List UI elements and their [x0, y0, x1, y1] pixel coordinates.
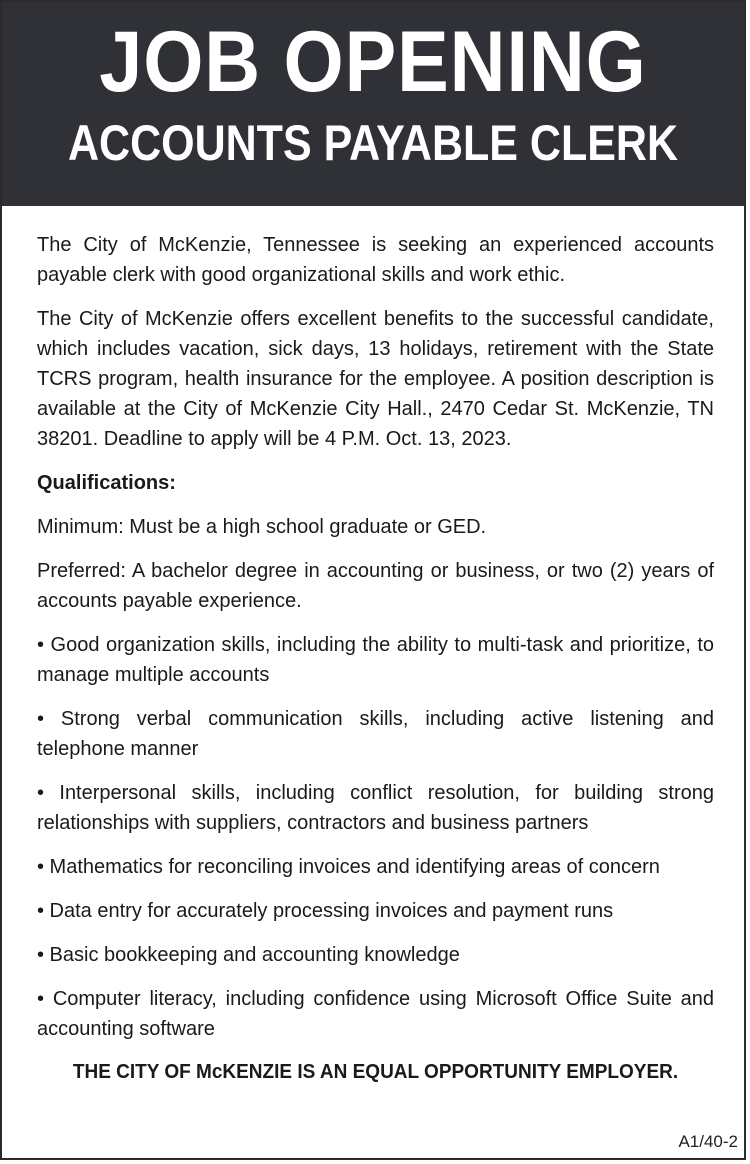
- benefits-paragraph: The City of McKenzie offers excellent benefits to the successful candidate, which includes vacation, sick days, 13 holidays, retirement with the State TCRS program, health insurance for the employee. A position description is available at the City of McKenzie City Hall., 2470 Cedar St. McKenzie, TN 38201. Deadline to apply will be 4 P.M. Oct. 13, 2023.: [37, 308, 714, 450]
- bullet-item: • Good organization skills, including the ability to multi-task and prioritize, to manage multiple accounts: [37, 634, 714, 686]
- bullet-item: • Basic bookkeeping and accounting knowledge: [37, 944, 460, 966]
- intro-paragraph: The City of McKenzie, Tennessee is seeking an experienced accounts payable clerk with good organizational skills and work ethic.: [37, 234, 714, 286]
- bullet-item: • Computer literacy, including confidence using Microsoft Office Suite and accounting software: [37, 988, 714, 1040]
- qualifications-heading: Qualifications:: [37, 472, 176, 494]
- preferred-qualification: Preferred: A bachelor degree in accounting or business, or two (2) years of accounts payable experience.: [37, 560, 714, 612]
- ad-title: JOB OPENING: [99, 14, 647, 110]
- ad-header: [2, 2, 744, 206]
- bullet-item: • Mathematics for reconciling invoices and identifying areas of concern: [37, 856, 660, 878]
- ad-subtitle: ACCOUNTS PAYABLE CLERK: [67, 115, 679, 171]
- minimum-qualification: Minimum: Must be a high school graduate or GED.: [37, 516, 487, 538]
- equal-opportunity-statement: THE CITY OF McKENZIE IS AN EQUAL OPPORTUNITY EMPLOYER.: [72, 1061, 679, 1083]
- bullet-item: • Data entry for accurately processing invoices and payment runs: [37, 900, 614, 922]
- ad-body: [2, 206, 744, 1086]
- bullet-item: • Interpersonal skills, including conflict resolution, for building strong relationships with suppliers, contractors and business partners: [37, 782, 714, 834]
- bullet-item: • Strong verbal communication skills, including active listening and telephone manner: [37, 708, 714, 760]
- ad-code: A1/40-2: [678, 1132, 738, 1151]
